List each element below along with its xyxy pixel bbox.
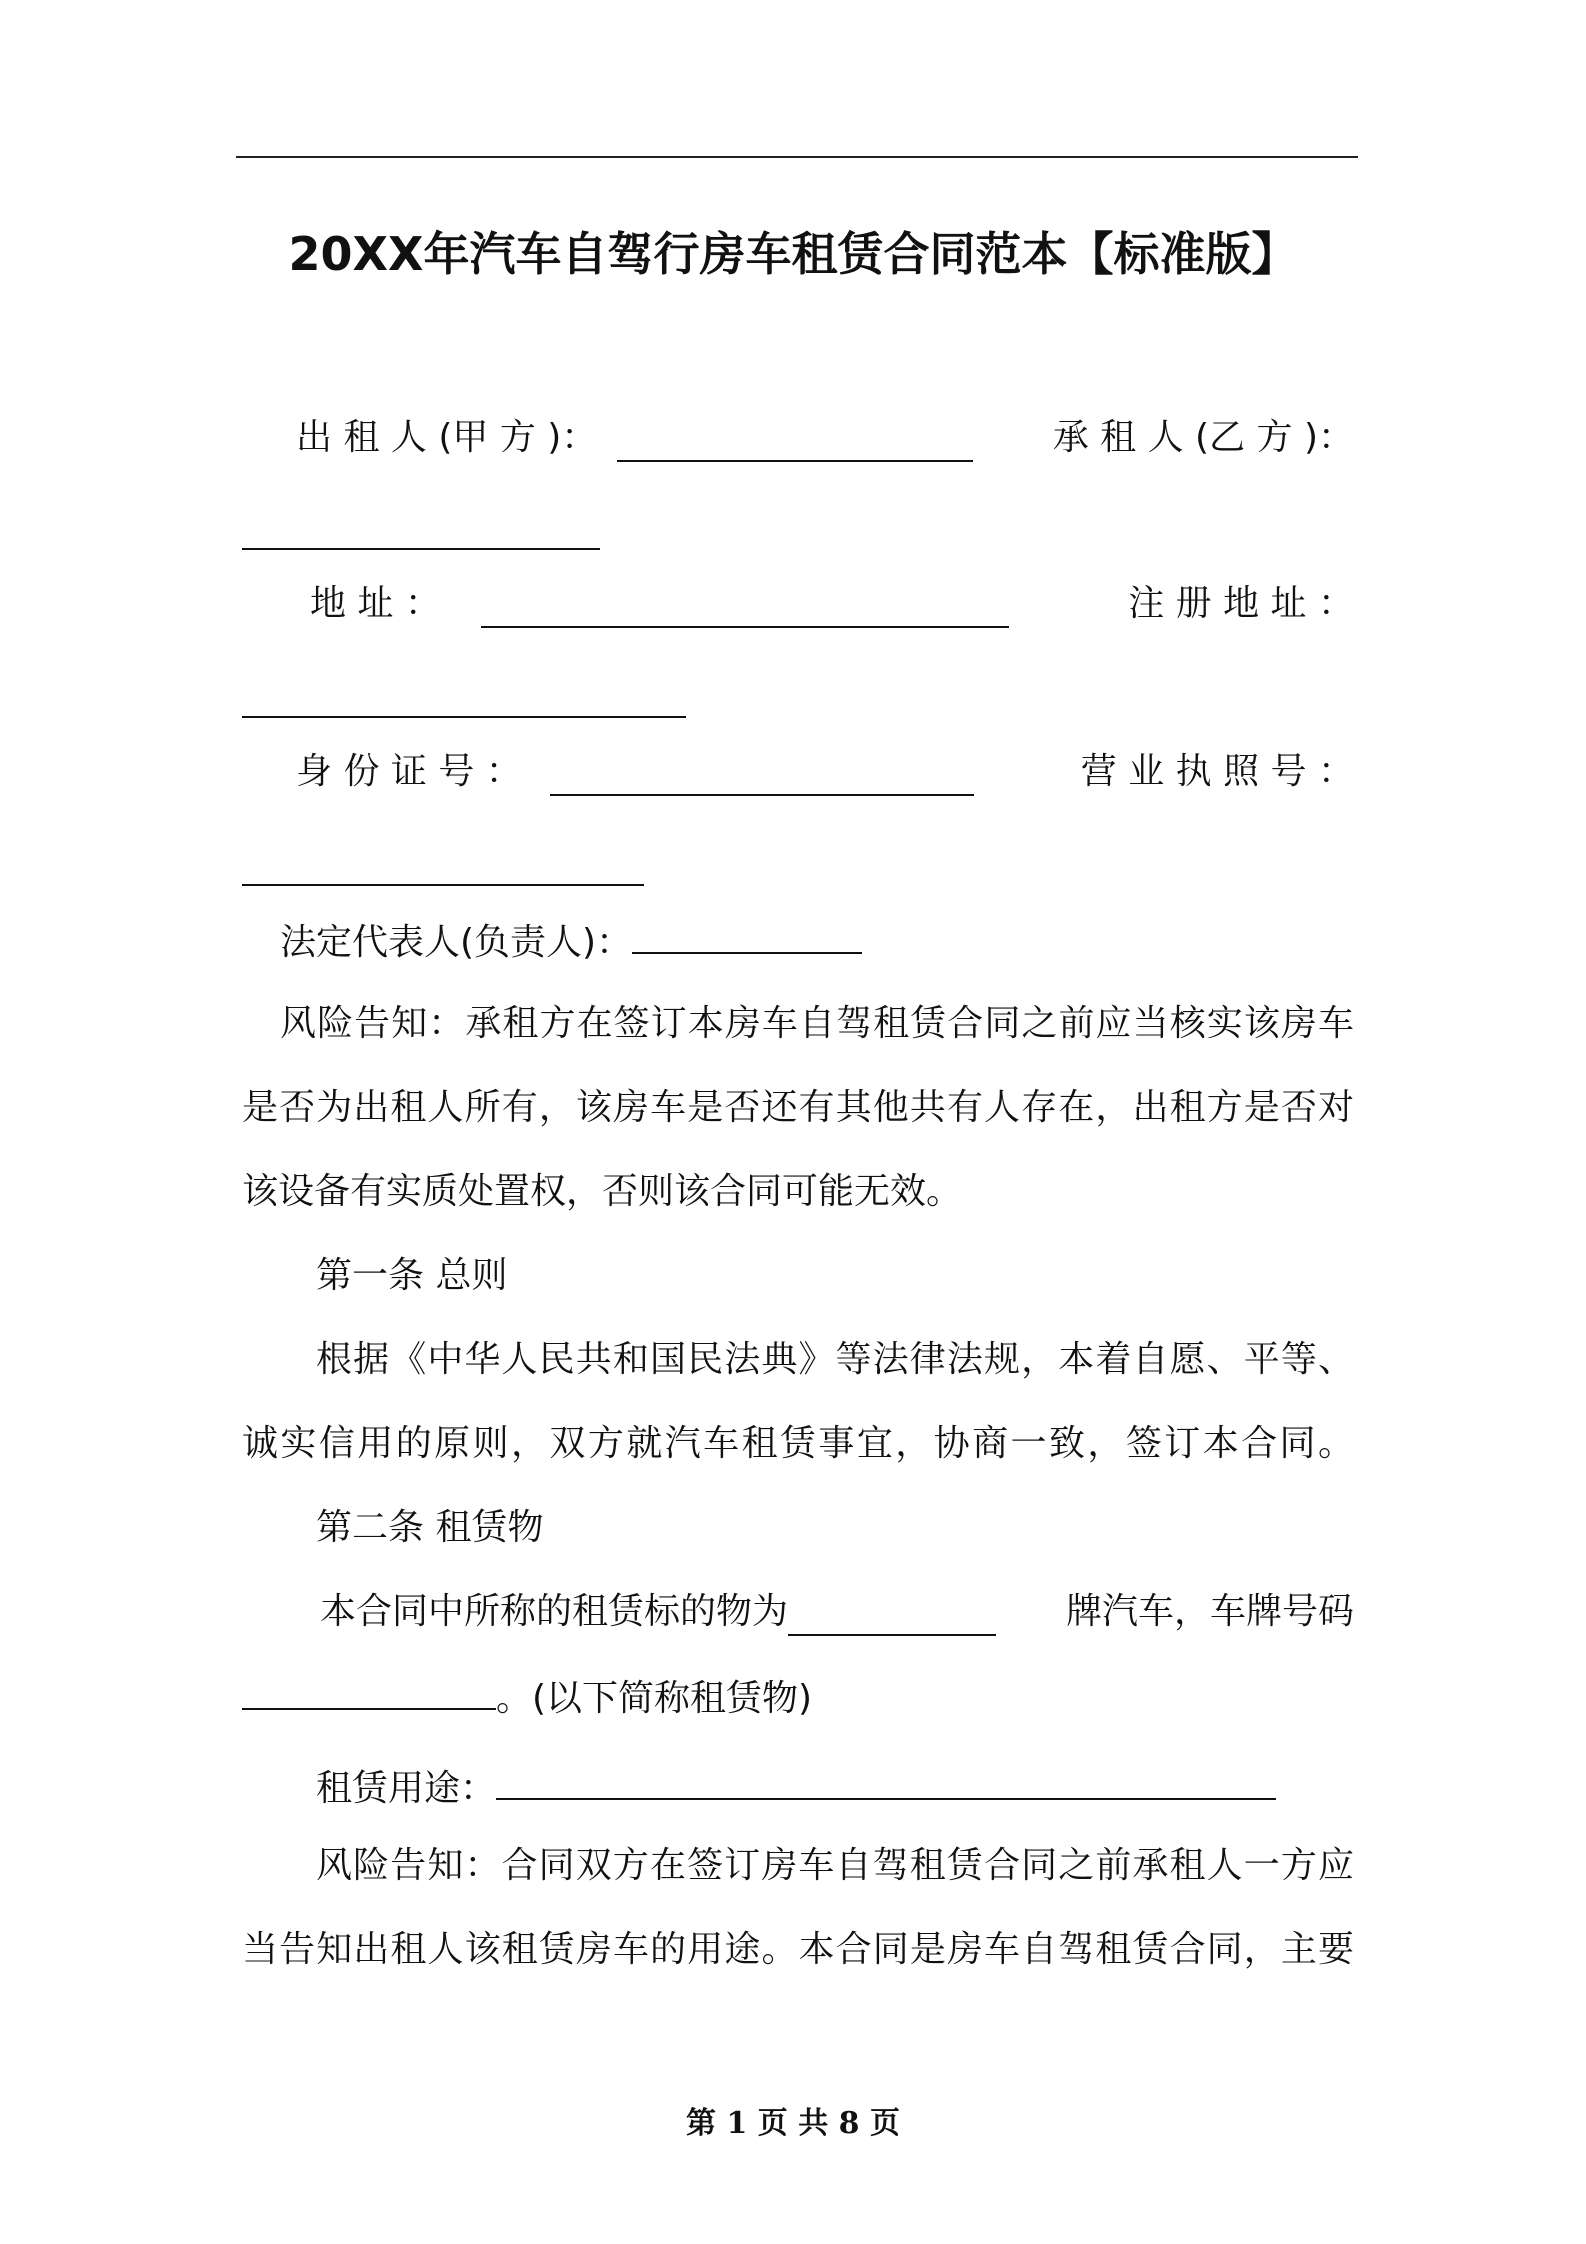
lessor-label: 出 租 人 (甲 方 )： — [296, 417, 598, 458]
plate-number-blank[interactable] — [242, 1672, 496, 1710]
party-row-address — [310, 580, 1354, 628]
document-title: 20XX年汽车自驾行房车租赁合同范本【标准版】 — [288, 227, 1298, 281]
party-row-id — [296, 748, 1354, 796]
lessee-blank[interactable] — [242, 512, 600, 550]
license-blank-row — [242, 848, 644, 899]
license-label: 营 业 执 照 号 ： — [1080, 751, 1354, 792]
reg-address-label: 注 册 地 址 ： — [1128, 583, 1354, 624]
article-2-line-1 — [320, 1588, 1354, 1636]
reg-address-blank-row — [242, 680, 686, 731]
article-2-line-1-a: 本合同中所称的租赁标的物为 — [320, 1591, 789, 1632]
risk-notice-2-line-1: 风险告知：合同双方在签订房车自驾租赁合同之前承租人一方应 — [316, 1845, 1354, 1886]
purpose-blank[interactable] — [496, 1762, 1276, 1800]
purpose-label: 租赁用途： — [316, 1768, 497, 1809]
risk-notice-2-line-2: 当告知出租人该租赁房车的用途。本合同是房车自驾租赁合同，主要 — [242, 1929, 1354, 1970]
page-number-footer: 第 1 页 共 8 页 — [686, 2106, 900, 2141]
article-2-heading: 第二条 租赁物 — [316, 1507, 544, 1548]
legal-rep-label: 法定代表人(负责人)： — [280, 922, 633, 963]
risk-notice-1-line-3: 该设备有实质处置权，否则该合同可能无效。 — [242, 1171, 963, 1212]
article-1-line-1: 根据《中华人民共和国民法典》等法律法规，本着自愿、平等、 — [316, 1339, 1354, 1380]
party-row-lessor — [296, 414, 1354, 462]
purpose-row — [316, 1762, 1276, 1813]
article-1-heading: 第一条 总则 — [316, 1255, 508, 1296]
lessee-blank-row — [242, 512, 600, 563]
header-rule — [236, 156, 1358, 158]
risk-notice-1-line-2: 是否为出租人所有，该房车是否还有其他共有人存在，出租方是否对 — [242, 1087, 1354, 1128]
address-label: 地 址 ： — [310, 583, 441, 624]
article-2-line-2 — [242, 1672, 812, 1723]
id-blank[interactable] — [550, 758, 974, 796]
lessee-label: 承 租 人 (乙 方 )： — [1052, 417, 1354, 458]
legal-rep-row — [280, 916, 862, 967]
license-blank[interactable] — [242, 848, 644, 886]
article-2-line-2-text: 。(以下简称租赁物) — [496, 1678, 813, 1719]
vehicle-brand-blank[interactable] — [788, 1598, 996, 1636]
lessor-blank[interactable] — [617, 424, 973, 462]
address-blank[interactable] — [481, 590, 1009, 628]
article-2-line-1-b: 牌汽车，车牌号码 — [1065, 1591, 1354, 1632]
risk-notice-1-line-1: 风险告知：承租方在签订本房车自驾租赁合同之前应当核实该房车 — [280, 1003, 1354, 1044]
id-label: 身 份 证 号 ： — [296, 751, 522, 792]
legal-rep-blank[interactable] — [632, 916, 862, 954]
reg-address-blank[interactable] — [242, 680, 686, 718]
article-1-line-2: 诚实信用的原则，双方就汽车租赁事宜，协商一致，签订本合同。 — [242, 1423, 1354, 1464]
